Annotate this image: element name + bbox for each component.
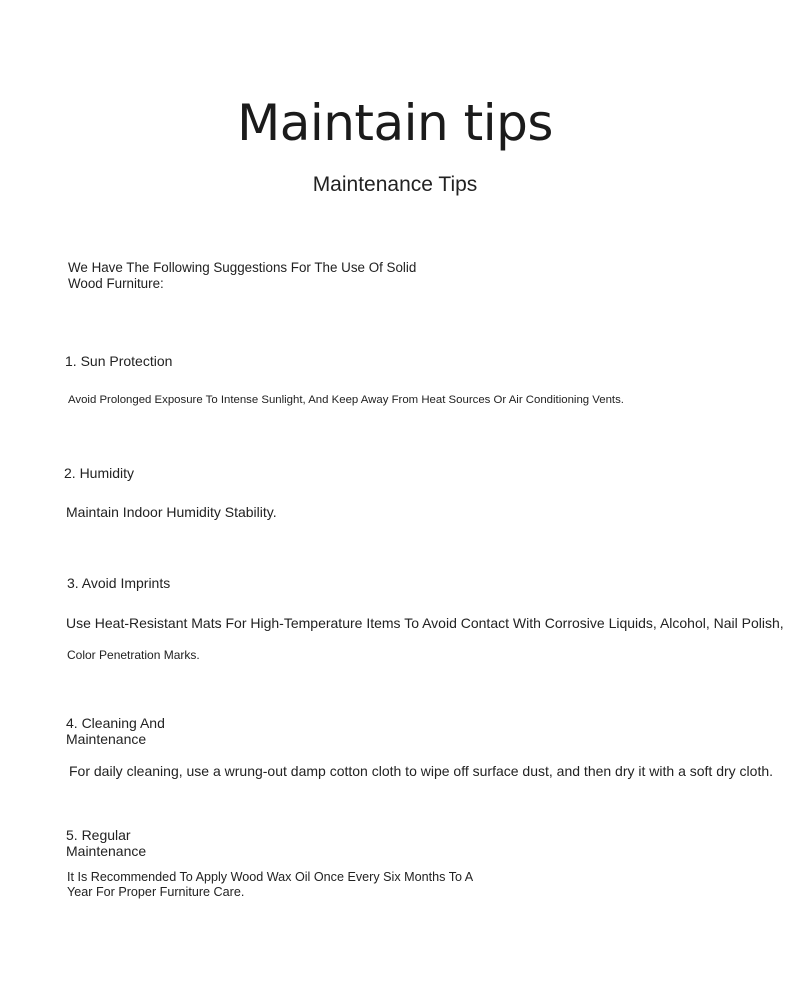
- section-text-sun-protection: Avoid Prolonged Exposure To Intense Sunlight, And Keep Away From Heat Sources Or Air Conditioning Vents.: [68, 394, 624, 406]
- section-heading-cleaning: 4. Cleaning And Maintenance: [66, 715, 165, 747]
- page-subtitle: Maintenance Tips: [312, 173, 478, 196]
- section-heading-sun-protection: 1. Sun Protection: [65, 353, 173, 369]
- page-title: Maintain tips: [237, 94, 553, 152]
- section-text-regular-maintenance: It Is Recommended To Apply Wood Wax Oil Once Every Six Months To A Year For Proper Furniture Care.: [67, 870, 473, 899]
- section-text-avoid-imprints-continued: Color Penetration Marks.: [67, 648, 200, 662]
- section-heading-humidity: 2. Humidity: [64, 465, 135, 481]
- section-text-humidity: Maintain Indoor Humidity Stability.: [66, 504, 277, 520]
- section-heading-regular-maintenance: 5. Regular Maintenance: [66, 827, 147, 859]
- intro-text: We Have The Following Suggestions For The Use Of Solid Wood Furniture:: [68, 260, 417, 291]
- section-text-avoid-imprints: Use Heat-Resistant Mats For High-Temperature Items To Avoid Contact With Corrosive Liquids, Alcohol, Nail Polish,: [66, 615, 784, 631]
- section-heading-avoid-imprints: 3. Avoid Imprints: [67, 575, 171, 591]
- section-text-cleaning: For daily cleaning, use a wrung-out damp cotton cloth to wipe off surface dust, and then dry it with a soft dry cloth.: [69, 763, 774, 779]
